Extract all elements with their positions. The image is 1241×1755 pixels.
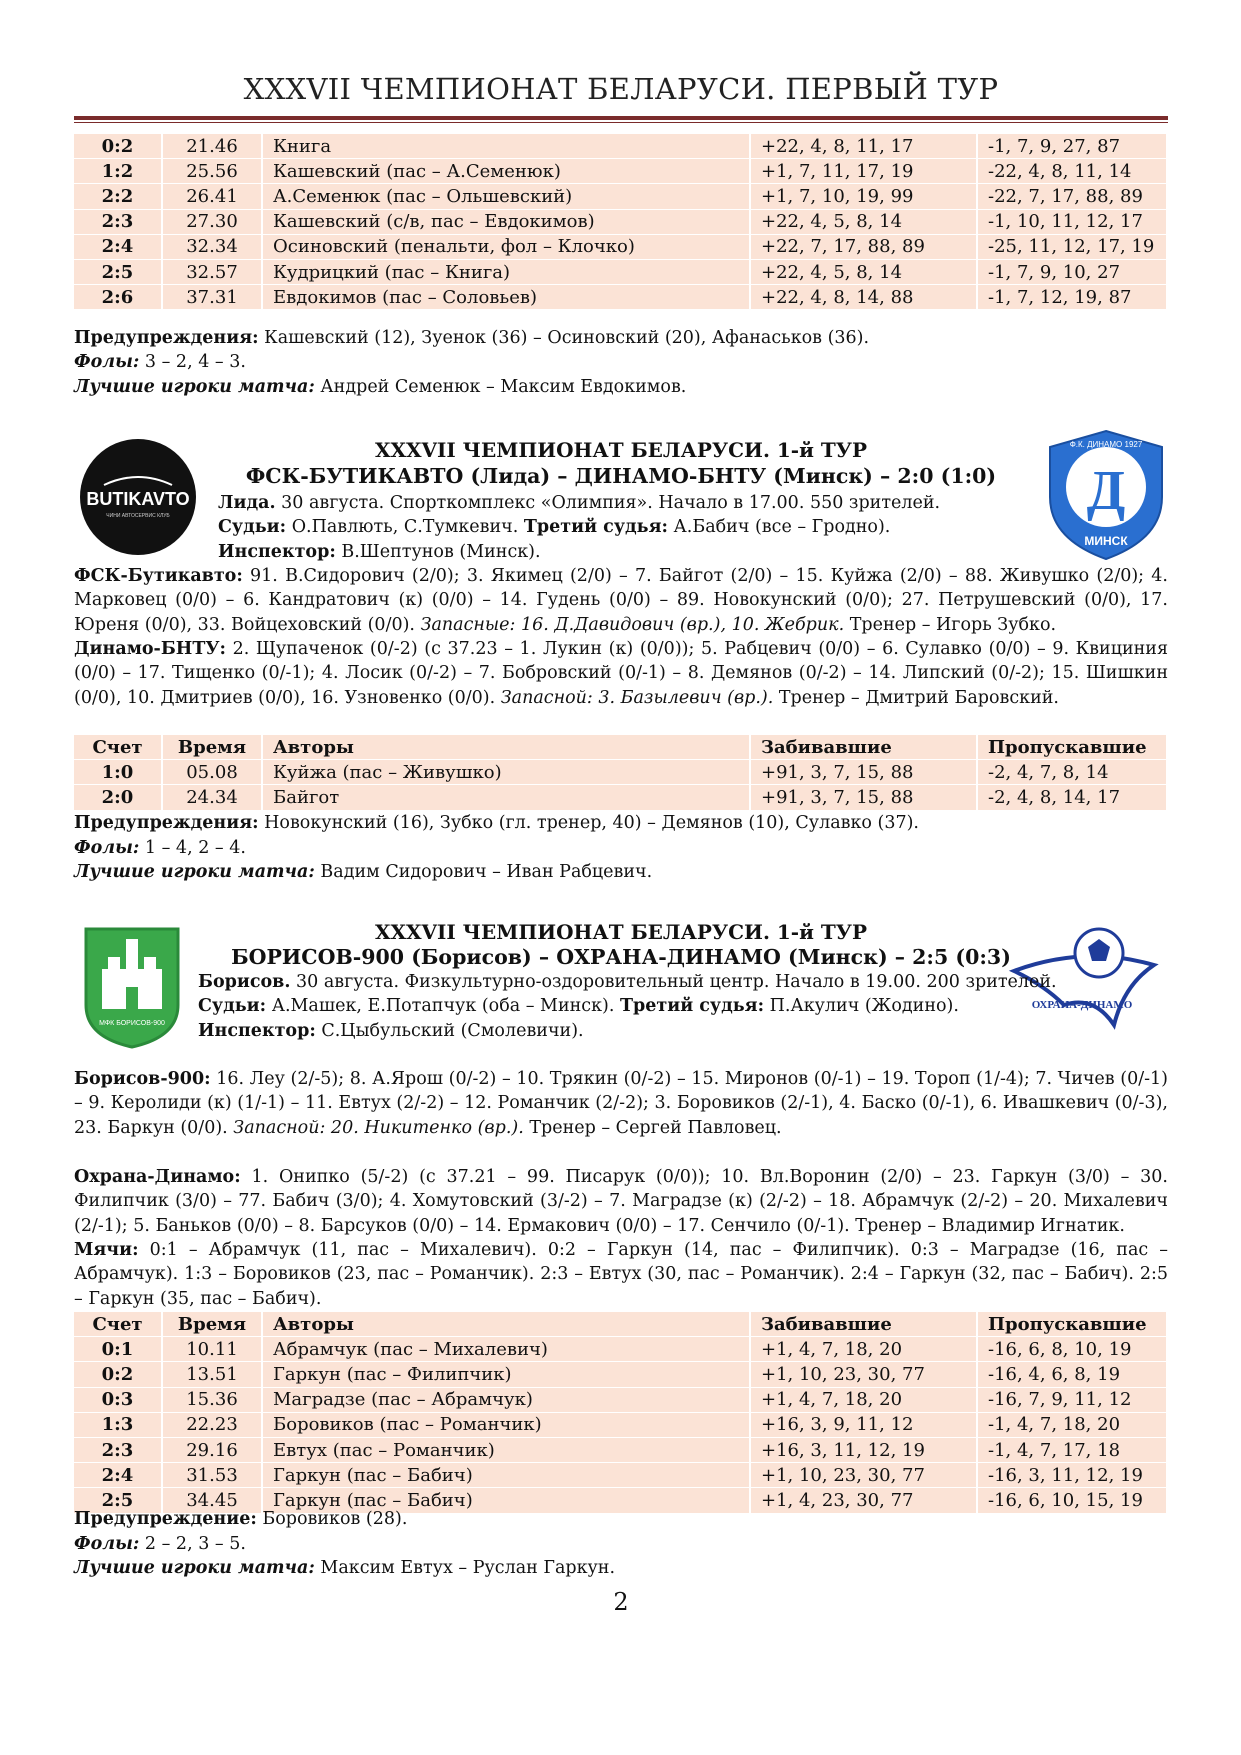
cell-authors: Гаркун (пас – Бабич) xyxy=(263,1463,751,1488)
cell-on-pitch-against: -16, 3, 11, 12, 19 xyxy=(978,1463,1168,1488)
cell-score: 0:2 xyxy=(74,134,163,159)
table-row xyxy=(74,285,1168,310)
cell-time: 24.34 xyxy=(163,785,263,810)
cell-authors: Евдокимов (пас – Соловьев) xyxy=(263,285,751,310)
cell-time: 10.11 xyxy=(163,1337,263,1362)
match2-best-players: Лучшие игроки матча: Максим Евтух – Руслан Гаркун. xyxy=(74,1558,616,1578)
cell-authors: Книга xyxy=(263,134,751,159)
cell-score: 2:4 xyxy=(74,235,163,260)
goals-table-prev-match xyxy=(74,134,1168,310)
cell-on-pitch-for: +1, 10, 23, 30, 77 xyxy=(751,1362,978,1387)
goals-table-match1 xyxy=(74,735,1168,811)
cell-on-pitch-against: -2, 4, 7, 8, 14 xyxy=(978,760,1168,785)
cell-time: 32.34 xyxy=(163,235,263,260)
cell-score: 0:1 xyxy=(74,1337,163,1362)
header-time: Время xyxy=(163,1312,263,1337)
svg-text:МФК БОРИСОВ-900: МФК БОРИСОВ-900 xyxy=(99,1020,165,1027)
table-row xyxy=(74,235,1168,260)
page-number: 2 xyxy=(613,1588,629,1616)
cell-on-pitch-for: +91, 3, 7, 15, 88 xyxy=(751,785,978,810)
cell-score: 2:4 xyxy=(74,1463,163,1488)
match2-team1-lineup: Борисов-900: 16. Леу (2/-5); 8. А.Ярош (0/-2) – 10. Трякин (0/-2) – 15. Миронов (0/-1) – 19. Тороп (1/-4); 7. Чичев (0/-1) – 9. Керолиди (к) (1/-1) – 11. Евтух (2/-2) – 12. Романчик (2/-2); 3. Боровиков (2/-1), 4. Баско (0/-1), 6. Ивашкевич (0/-3), 23. Баркун (0/0). Запасной: 20. Никитенко (вр.). Тренер – Сергей Павловец. xyxy=(74,1069,1168,1138)
match1-team1-lineup: ФСК-Бутикавто: 91. В.Сидорович (2/0); 3. Якимец (2/0) – 7. Байгот (2/0) – 15. Куйжа (2/0) – 88. Живушко (2/0); 4. Марковец (0/0) – 6. Кандратович (к) (0/0) – 14. Гудень (0/0) – 89. Новокунский (0/0); 27. Петрушевский (0/0), 17. Юреня (0/0), 33. Войцеховский (0/0). Запасные: 16. Д.Давидович (вр.), 10. Жебрик. Тренер – Игорь Зубко. xyxy=(74,566,1168,635)
svg-text:ОХРАНА-ДИНАМО: ОХРАНА-ДИНАМО xyxy=(1031,999,1133,1011)
match2-info: Борисов. 30 августа. Физкультурно-оздоровительный центр. Начало в 19.00. 200 зрителей. Судьи: А.Машек, Е.Потапчук (оба – Минск). Третий судья: П.Акулич (Жодино). Инспектор: С.Цыбульский (Смолевичи). xyxy=(198,972,1057,1041)
cell-on-pitch-against: -22, 7, 17, 88, 89 xyxy=(978,184,1168,209)
cell-time: 21.46 xyxy=(163,134,263,159)
header-score: Счет xyxy=(74,735,163,760)
svg-text:Ф.К. ДИНАМО 1927: Ф.К. ДИНАМО 1927 xyxy=(1069,440,1143,449)
cell-time: 22.23 xyxy=(163,1413,263,1438)
match1-info: Лида. 30 августа. Спорткомплекс «Олимпия». Начало в 17.00. 550 зрителей. Судьи: О.Павлють, С.Тумкевич. Третий судья: А.Бабич (все – Гродно). Инспектор: В.Шептунов (Минск). xyxy=(218,493,941,562)
cell-on-pitch-against: -1, 4, 7, 17, 18 xyxy=(978,1438,1168,1463)
cell-authors: Абрамчук (пас – Михалевич) xyxy=(263,1337,751,1362)
table-header-row xyxy=(74,735,1168,760)
goals-table-match2 xyxy=(74,1312,1168,1514)
cell-time: 13.51 xyxy=(163,1362,263,1387)
header-authors: Авторы xyxy=(263,735,751,760)
cell-time: 26.41 xyxy=(163,184,263,209)
cell-authors: Кашевский (пас – А.Семенюк) xyxy=(263,159,751,184)
cell-score: 2:5 xyxy=(74,1488,163,1513)
table-row xyxy=(74,1388,1168,1413)
header-on-pitch-against: Пропускавшие xyxy=(978,735,1168,760)
page-header-title: XXXVII ЧЕМПИОНАТ БЕЛАРУСИ. ПЕРВЫЙ ТУР xyxy=(243,72,999,106)
header-authors: Авторы xyxy=(263,1312,751,1337)
cell-on-pitch-against: -16, 4, 6, 8, 19 xyxy=(978,1362,1168,1387)
cell-on-pitch-against: -25, 11, 12, 17, 19 xyxy=(978,235,1168,260)
butikavto-logo xyxy=(74,437,202,557)
cell-score: 2:3 xyxy=(74,210,163,235)
cell-score: 1:2 xyxy=(74,159,163,184)
cell-on-pitch-for: +1, 7, 11, 17, 19 xyxy=(751,159,978,184)
cell-on-pitch-against: -16, 6, 8, 10, 19 xyxy=(978,1337,1168,1362)
cell-on-pitch-against: -1, 10, 11, 12, 17 xyxy=(978,210,1168,235)
cell-on-pitch-for: +1, 4, 23, 30, 77 xyxy=(751,1488,978,1513)
cell-on-pitch-for: +1, 4, 7, 18, 20 xyxy=(751,1337,978,1362)
cell-on-pitch-for: +22, 7, 17, 88, 89 xyxy=(751,235,978,260)
match2-warnings: Предупреждение: Боровиков (28). xyxy=(74,1509,408,1529)
cell-authors: А.Семенюк (пас – Ольшевский) xyxy=(263,184,751,209)
cell-on-pitch-for: +1, 10, 23, 30, 77 xyxy=(751,1463,978,1488)
cell-on-pitch-against: -1, 7, 12, 19, 87 xyxy=(978,285,1168,310)
cell-on-pitch-against: -1, 7, 9, 10, 27 xyxy=(978,260,1168,285)
header-score: Счет xyxy=(74,1312,163,1337)
cell-on-pitch-against: -22, 4, 8, 11, 14 xyxy=(978,159,1168,184)
cell-time: 15.36 xyxy=(163,1388,263,1413)
match1-team2-lineup: Динамо-БНТУ: 2. Щупаченок (0/-2) (с 37.23 – 1. Лукин (к) (0/0)); 5. Рабцевич (0/0) – 6. Сулавко (0/0) – 9. Квициния (0/0) – 17. Тищенко (0/-1); 4. Лосик (0/-2) – 7. Бобровский (0/-1) – 8. Демянов (0/-2) – 14. Липский (0/-2); 15. Шишкин (0/0), 10. Дмитриев (0/0), 16. Узновенко (0/0). Запасной: 3. Базылевич (вр.). Тренер – Дмитрий Баровский. xyxy=(74,639,1168,708)
table-row xyxy=(74,760,1168,785)
cell-time: 37.31 xyxy=(163,285,263,310)
cell-on-pitch-for: +1, 7, 10, 19, 99 xyxy=(751,184,978,209)
cell-score: 2:6 xyxy=(74,285,163,310)
table-row xyxy=(74,260,1168,285)
cell-authors: Байгот xyxy=(263,785,751,810)
cell-score: 0:2 xyxy=(74,1362,163,1387)
table-row xyxy=(74,1413,1168,1438)
cell-score: 1:0 xyxy=(74,760,163,785)
cell-on-pitch-against: -16, 7, 9, 11, 12 xyxy=(978,1388,1168,1413)
cell-time: 31.53 xyxy=(163,1463,263,1488)
table-row xyxy=(74,134,1168,159)
match1-subtitle: ФСК-БУТИКАВТО (Лида) – ДИНАМО-БНТУ (Минск) – 2:0 (1:0) xyxy=(245,464,997,488)
match2-title: XXXVII ЧЕМПИОНАТ БЕЛАРУСИ. 1-й ТУР xyxy=(374,920,868,944)
match1-best-players: Лучшие игроки матча: Вадим Сидорович – Иван Рабцевич. xyxy=(74,862,653,882)
cell-time: 05.08 xyxy=(163,760,263,785)
cell-authors: Евтух (пас – Романчик) xyxy=(263,1438,751,1463)
svg-text:МИНСК: МИНСК xyxy=(1084,534,1128,548)
cell-on-pitch-for: +16, 3, 9, 11, 12 xyxy=(751,1413,978,1438)
table-row xyxy=(74,1463,1168,1488)
cell-on-pitch-for: +22, 4, 5, 8, 14 xyxy=(751,210,978,235)
svg-text:BUTIKAVTO: BUTIKAVTO xyxy=(86,489,190,509)
cell-authors: Осиновский (пенальти, фол – Клочко) xyxy=(263,235,751,260)
table-row xyxy=(74,785,1168,810)
svg-text:Д: Д xyxy=(1086,460,1126,522)
cell-on-pitch-for: +16, 3, 11, 12, 19 xyxy=(751,1438,978,1463)
cell-authors: Гаркун (пас – Филипчик) xyxy=(263,1362,751,1387)
warnings-line: Предупреждения: Кашевский (12), Зуенок (36) – Осиновский (20), Афанаськов (36). xyxy=(74,328,870,348)
cell-time: 29.16 xyxy=(163,1438,263,1463)
cell-on-pitch-against: -2, 4, 8, 14, 17 xyxy=(978,785,1168,810)
cell-authors: Кашевский (с/в, пас – Евдокимов) xyxy=(263,210,751,235)
cell-on-pitch-for: +1, 4, 7, 18, 20 xyxy=(751,1388,978,1413)
match1-warnings: Предупреждения: Новокунский (16), Зубко (гл. тренер, 40) – Демянов (10), Сулавко (37). xyxy=(74,813,919,833)
cell-on-pitch-for: +91, 3, 7, 15, 88 xyxy=(751,760,978,785)
cell-time: 34.45 xyxy=(163,1488,263,1513)
header-on-pitch-for: Забивавшие xyxy=(751,735,978,760)
dinamo-minsk-logo xyxy=(1044,427,1168,563)
cell-score: 2:5 xyxy=(74,260,163,285)
match2-goals-summary: Мячи: 0:1 – Абрамчук (11, пас – Михалевич). 0:2 – Гаркун (14, пас – Филипчик). 0:3 – Маградзе (16, пас – Абрамчук). 1:3 – Боровиков (23, пас – Романчик). 2:3 – Евтух (30, пас – Романчик). 2:4 – Гаркун (32, пас – Бабич). 2:5 – Гаркун (35, пас – Бабич). xyxy=(74,1240,1168,1309)
table-row xyxy=(74,1337,1168,1362)
table-row xyxy=(74,1438,1168,1463)
match2-fouls: Фолы: 2 – 2, 3 – 5. xyxy=(74,1534,246,1554)
cell-on-pitch-for: +22, 4, 8, 14, 88 xyxy=(751,285,978,310)
table-row xyxy=(74,184,1168,209)
borisov-900-logo xyxy=(78,925,186,1051)
cell-score: 2:3 xyxy=(74,1438,163,1463)
cell-authors: Кудрицкий (пас – Книга) xyxy=(263,260,751,285)
cell-time: 27.30 xyxy=(163,210,263,235)
cell-time: 32.57 xyxy=(163,260,263,285)
cell-score: 2:2 xyxy=(74,184,163,209)
best-players-line: Лучшие игроки матча: Андрей Семенюк – Максим Евдокимов. xyxy=(74,377,687,397)
header-on-pitch-against: Пропускавшие xyxy=(978,1312,1168,1337)
header-rule-thick xyxy=(74,116,1168,120)
cell-authors: Гаркун (пас – Бабич) xyxy=(263,1488,751,1513)
cell-time: 25.56 xyxy=(163,159,263,184)
match2-subtitle: БОРИСОВ-900 (Борисов) – ОХРАНА-ДИНАМО (Минск) – 2:5 (0:3) xyxy=(231,945,1011,969)
cell-on-pitch-against: -16, 6, 10, 15, 19 xyxy=(978,1488,1168,1513)
header-on-pitch-for: Забивавшие xyxy=(751,1312,978,1337)
match1-title: XXXVII ЧЕМПИОНАТ БЕЛАРУСИ. 1-й ТУР xyxy=(374,438,868,462)
cell-authors: Маградзе (пас – Абрамчук) xyxy=(263,1388,751,1413)
table-row xyxy=(74,210,1168,235)
table-header-row xyxy=(74,1312,1168,1337)
cell-score: 0:3 xyxy=(74,1388,163,1413)
cell-on-pitch-for: +22, 4, 8, 11, 17 xyxy=(751,134,978,159)
match1-fouls: Фолы: 1 – 4, 2 – 4. xyxy=(74,838,246,858)
cell-authors: Боровиков (пас – Романчик) xyxy=(263,1413,751,1438)
header-rule-thin xyxy=(74,122,1168,123)
cell-on-pitch-against: -1, 7, 9, 27, 87 xyxy=(978,134,1168,159)
cell-score: 1:3 xyxy=(74,1413,163,1438)
match2-team2-lineup: Охрана-Динамо: 1. Онипко (5/-2) (с 37.21 – 99. Писарук (0/0)); 10. Вл.Воронин (2/0) – 23. Гаркун (3/0) – 30. Филипчик (3/0) – 77. Бабич (3/0); 4. Хомутовский (3/-2) – 7. Маградзе (к) (2/-2) – 18. Абрамчук (2/-2) – 20. Михалевич (2/-1); 5. Баньков (0/0) – 8. Барсуков (0/0) – 14. Ермакович (0/0) – 17. Сенчило (0/-1). Тренер – Владимир Игнатик. xyxy=(74,1167,1168,1236)
cell-authors: Куйжа (пас – Живушко) xyxy=(263,760,751,785)
fouls-line: Фолы: 3 – 2, 4 – 3. xyxy=(74,352,246,372)
table-row xyxy=(74,1362,1168,1387)
header-time: Время xyxy=(163,735,263,760)
svg-text:ЧИНИ АВТОСЕРВИС КЛУБ: ЧИНИ АВТОСЕРВИС КЛУБ xyxy=(106,513,170,519)
table-row xyxy=(74,159,1168,184)
cell-on-pitch-against: -1, 4, 7, 18, 20 xyxy=(978,1413,1168,1438)
cell-on-pitch-for: +22, 4, 5, 8, 14 xyxy=(751,260,978,285)
cell-score: 2:0 xyxy=(74,785,163,810)
